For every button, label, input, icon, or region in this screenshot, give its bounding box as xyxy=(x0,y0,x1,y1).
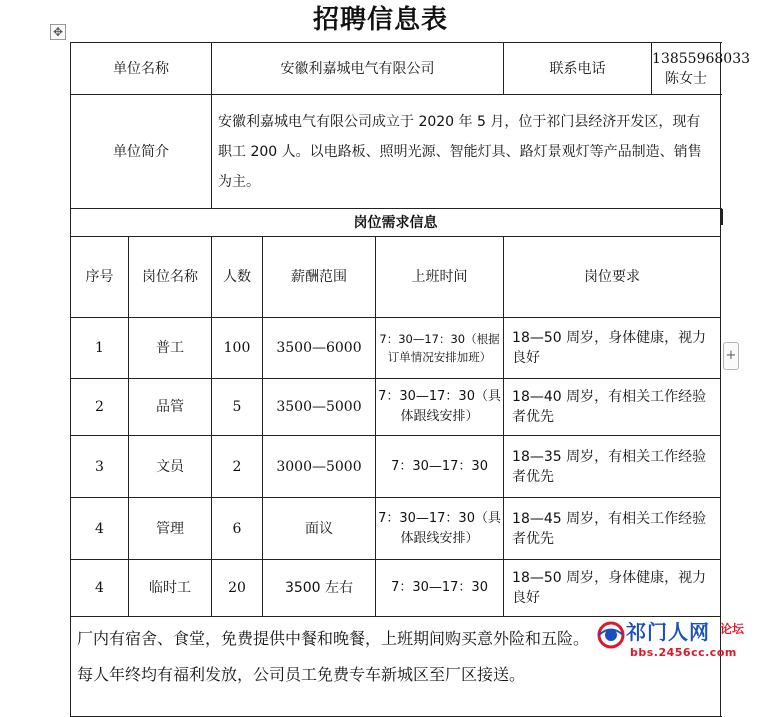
company-intro-text[interactable]: 安徽利嘉城电气有限公司成立于 2020 年 5 月，位于祁门县经济开发区，现有职工 200 人。以电路板、照明光源、智能灯具、路灯景观灯等产品制造、销售为主。 xyxy=(212,95,721,209)
cell-salary[interactable]: 面议 xyxy=(263,498,376,560)
watermark-logo-icon xyxy=(596,620,626,650)
company-intro-row xyxy=(71,95,721,209)
header-index: 序号 xyxy=(71,237,129,318)
company-name-value[interactable]: 安徽利嘉城电气有限公司 xyxy=(212,43,504,95)
cell-index[interactable]: 4 xyxy=(71,498,129,560)
cell-count[interactable]: 100 xyxy=(212,318,263,379)
cell-hours[interactable]: 7：30—17：30（具体跟线安排） xyxy=(376,498,504,560)
header-salary: 薪酬范围 xyxy=(263,237,376,318)
document-title: 招聘信息表 xyxy=(312,5,448,35)
cell-hours[interactable]: 7：30—17：30（具体跟线安排） xyxy=(376,379,504,436)
company-intro-label: 单位简介 xyxy=(71,95,212,209)
cell-requirements[interactable]: 18—50 周岁，身体健康，视力良好 xyxy=(504,318,721,379)
cell-index[interactable]: 1 xyxy=(71,318,129,379)
positions-section-title: 岗位需求信息 xyxy=(71,209,721,237)
cell-count[interactable]: 20 xyxy=(212,560,263,617)
table-row xyxy=(71,379,721,436)
cell-index[interactable]: 3 xyxy=(71,436,129,498)
cell-requirements[interactable]: 18—50 周岁，身体健康，视力良好 xyxy=(504,560,721,617)
cell-salary[interactable]: 3000—5000 xyxy=(263,436,376,498)
add-column-button[interactable]: + xyxy=(723,342,739,370)
cell-count[interactable]: 6 xyxy=(212,498,263,560)
table-row xyxy=(71,498,721,560)
footer-line-2: 每人年终均有福利发放，公司员工免费专车新城区至厂区接送。 xyxy=(77,665,526,684)
positions-header-row xyxy=(71,237,721,318)
cell-position[interactable]: 文员 xyxy=(129,436,212,498)
cell-index[interactable]: 4 xyxy=(71,560,129,617)
watermark-url: bbs.2456cc.com xyxy=(630,646,737,659)
positions-section-row xyxy=(71,209,721,237)
cell-salary[interactable]: 3500—6000 xyxy=(263,318,376,379)
watermark-title: 祁门人网 xyxy=(626,620,710,644)
table-row xyxy=(71,436,721,498)
site-watermark xyxy=(596,610,761,664)
cell-salary[interactable]: 3500—5000 xyxy=(263,379,376,436)
table-row xyxy=(71,318,721,379)
cell-requirements[interactable]: 18—40 周岁，有相关工作经验者优先 xyxy=(504,379,721,436)
cell-salary[interactable]: 3500 左右 xyxy=(263,560,376,617)
cell-hours[interactable]: 7：30—17：30（根据订单情况安排加班） xyxy=(376,318,504,379)
cell-position[interactable]: 普工 xyxy=(129,318,212,379)
table-move-handle-icon[interactable]: ✥ xyxy=(50,24,66,40)
header-count: 人数 xyxy=(212,237,263,318)
cell-hours[interactable]: 7：30—17：30 xyxy=(376,436,504,498)
header-position: 岗位名称 xyxy=(129,237,212,318)
cell-position[interactable]: 临时工 xyxy=(129,560,212,617)
phone-label: 联系电话 xyxy=(504,43,652,95)
cell-requirements[interactable]: 18—45 周岁，有相关工作经验者优先 xyxy=(504,498,721,560)
header-requirements: 岗位要求 xyxy=(504,237,721,318)
cell-hours[interactable]: 7：30—17：30 xyxy=(376,560,504,617)
footer-line-1: 厂内有宿舍、食堂，免费提供中餐和晚餐，上班期间购买意外险和五险。 xyxy=(77,629,590,648)
cell-position[interactable]: 管理 xyxy=(129,498,212,560)
phone-value[interactable]: 13855968033 陈女士 xyxy=(652,43,721,95)
company-name-label: 单位名称 xyxy=(71,43,212,95)
cell-count[interactable]: 5 xyxy=(212,379,263,436)
company-name-row xyxy=(71,43,721,95)
header-hours: 上班时间 xyxy=(376,237,504,318)
cell-count[interactable]: 2 xyxy=(212,436,263,498)
cell-position[interactable]: 品管 xyxy=(129,379,212,436)
cell-index[interactable]: 2 xyxy=(71,379,129,436)
cell-requirements[interactable]: 18—35 周岁，有相关工作经验者优先 xyxy=(504,436,721,498)
table-row xyxy=(71,560,721,617)
watermark-forum-label: 论坛 xyxy=(720,622,745,636)
